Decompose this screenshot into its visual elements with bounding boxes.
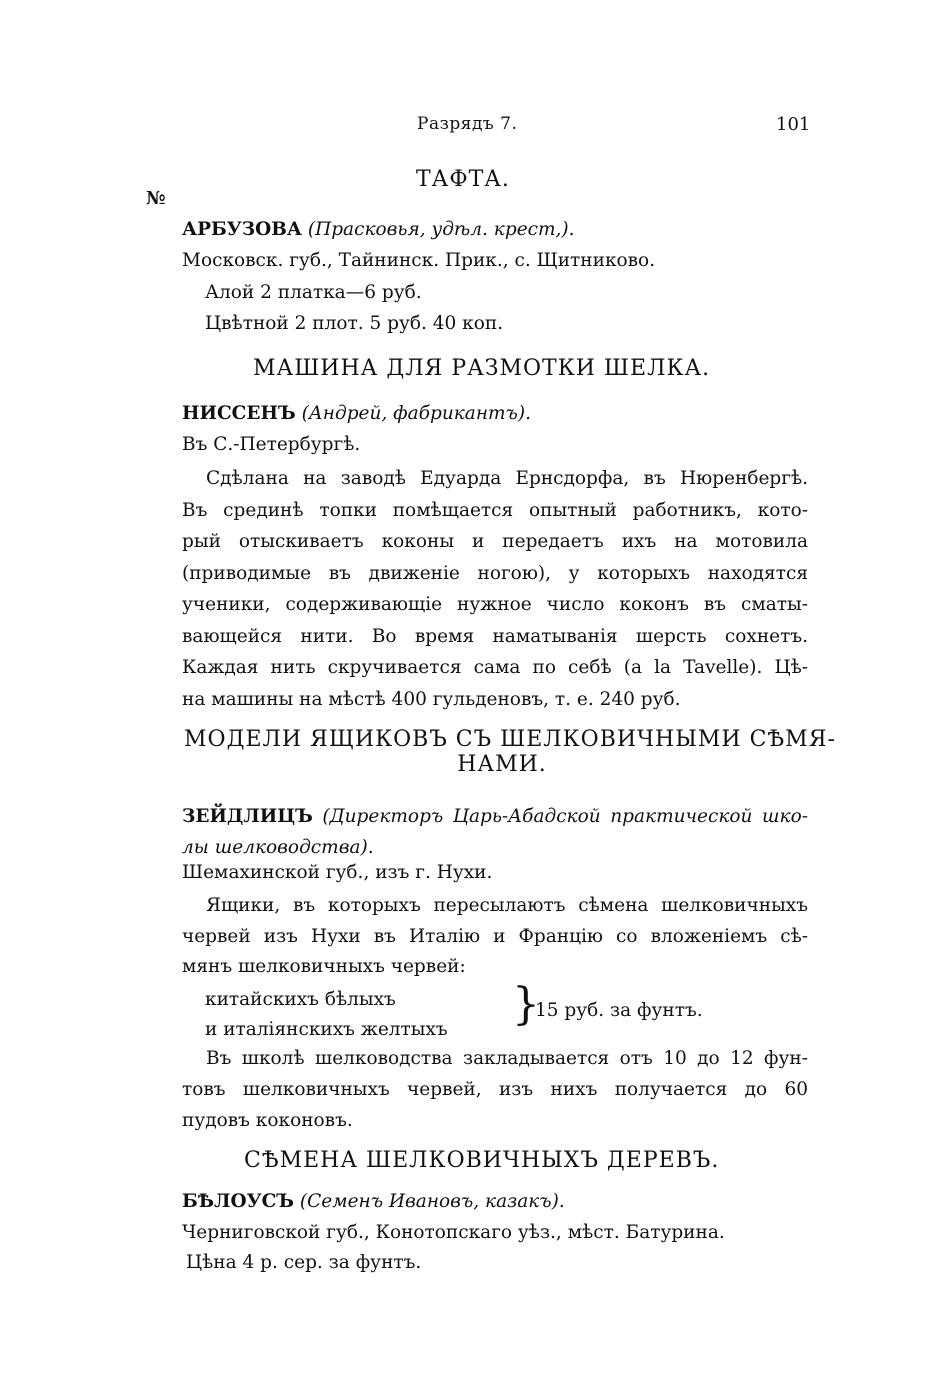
number-marker: № [146, 188, 166, 209]
section-title-tafta: ТАФТА. [416, 167, 510, 192]
body-line: ученики, содерживающіе нужное число коконъ въ сматы- [182, 594, 808, 615]
entry-role: (Прасковья, удѣл. крест,). [307, 219, 575, 240]
entry-price: Цѣна 4 р. сер. за фунтъ. [186, 1252, 422, 1273]
entry-body [182, 463, 808, 715]
body-line: червей изъ Нухи въ Италію и Францію со вложеніемъ сѣ- [182, 925, 808, 947]
title-line: НАМИ. [457, 752, 547, 777]
body-line: Каждая нить скручивается сама по себѣ (a la Tavelle). Цѣ- [182, 657, 808, 678]
body-line: Ящики, въ которыхъ пересылаютъ сѣмена шелковичныхъ [206, 895, 808, 916]
entry-header-nissen [182, 403, 531, 424]
entry-item: Цвѣтной 2 плот. 5 руб. 40 коп. [205, 313, 504, 334]
bracket-item: и италіянскихъ желтыхъ [205, 1019, 448, 1040]
entry-name: ЗЕЙДЛИЦЪ [182, 806, 313, 827]
running-head-section: Разрядъ 7. [417, 114, 518, 134]
entry-role: лы шелководства). [182, 837, 374, 858]
entry-body [182, 891, 808, 983]
curly-bracket-icon: } [512, 979, 540, 1030]
entry-header-belous [182, 1191, 565, 1212]
bracket-items [205, 985, 448, 1045]
body-line: мянъ шелковичныхъ червей: [182, 956, 466, 977]
page-number: 101 [776, 114, 811, 135]
entry-name: БѢЛОУСЪ [182, 1191, 295, 1212]
body-line: вающейся нити. Во время наматыванія шерсть сохнетъ. [182, 625, 808, 647]
entry-role: (Андрей, фабрикантъ). [301, 403, 531, 424]
section-title-models [184, 727, 836, 777]
entry-body [182, 1043, 808, 1136]
entry-header-zeidlitz [182, 801, 808, 863]
bracket-price: 15 руб. за фунтъ. [535, 1000, 703, 1021]
entry-location: Въ С.-Петербургѣ. [182, 434, 361, 455]
body-line: товъ шелковичныхъ червей, изъ нихъ получается до 60 [182, 1079, 808, 1100]
entry-item: Алой 2 платка—6 руб. [205, 282, 422, 303]
section-title-seeds: СѢМЕНА ШЕЛКОВИЧНЫХЪ ДЕРЕВЪ. [244, 1148, 720, 1173]
bracket-item: китайскихъ бѣлыхъ [205, 989, 396, 1010]
body-line: Въ срединѣ топки помѣщается опытный работникъ, кото- [182, 499, 808, 521]
entry-location: Черниговской губ., Конотопскаго уѣз., мѣст. Батурина. [182, 1222, 725, 1243]
entry-name: НИССЕНЪ [182, 403, 296, 424]
body-line: на машины на мѣстѣ 400 гульденовъ, т. е. 240 руб. [182, 688, 681, 710]
body-line: (приводимые въ движеніе ногою), у которыхъ находятся [182, 562, 808, 584]
section-title-machine: МАШИНА ДЛЯ РАЗМОТКИ ШЕЛКА. [253, 356, 711, 381]
body-line: рый отыскиваетъ коконы и передаетъ ихъ на мотовила [182, 531, 808, 552]
body-line: Въ школѣ шелководства закладывается отъ 10 до 12 фун- [206, 1048, 808, 1069]
body-line: Сдѣлана на заводѣ Едуарда Ернсдорфа, въ Нюренбергѣ. [206, 468, 808, 489]
title-line: МОДЕЛИ ЯЩИКОВЪ СЪ ШЕЛКОВИЧНЫМИ СѢМЯ- [184, 727, 836, 752]
entry-header-arbuzova [182, 219, 575, 240]
entry-location: Московск. губ., Тайнинск. Прик., с. Щитниково. [182, 250, 656, 271]
body-line: пудовъ коконовъ. [182, 1110, 353, 1131]
entry-role: (Семенъ Ивановъ, казакъ). [299, 1191, 565, 1212]
entry-location: Шемахинской губ., изъ г. Нухи. [182, 862, 493, 883]
entry-role: (Директоръ Царь-Абадской практической шко- [322, 806, 808, 827]
entry-name: АРБУЗОВА [182, 219, 302, 240]
